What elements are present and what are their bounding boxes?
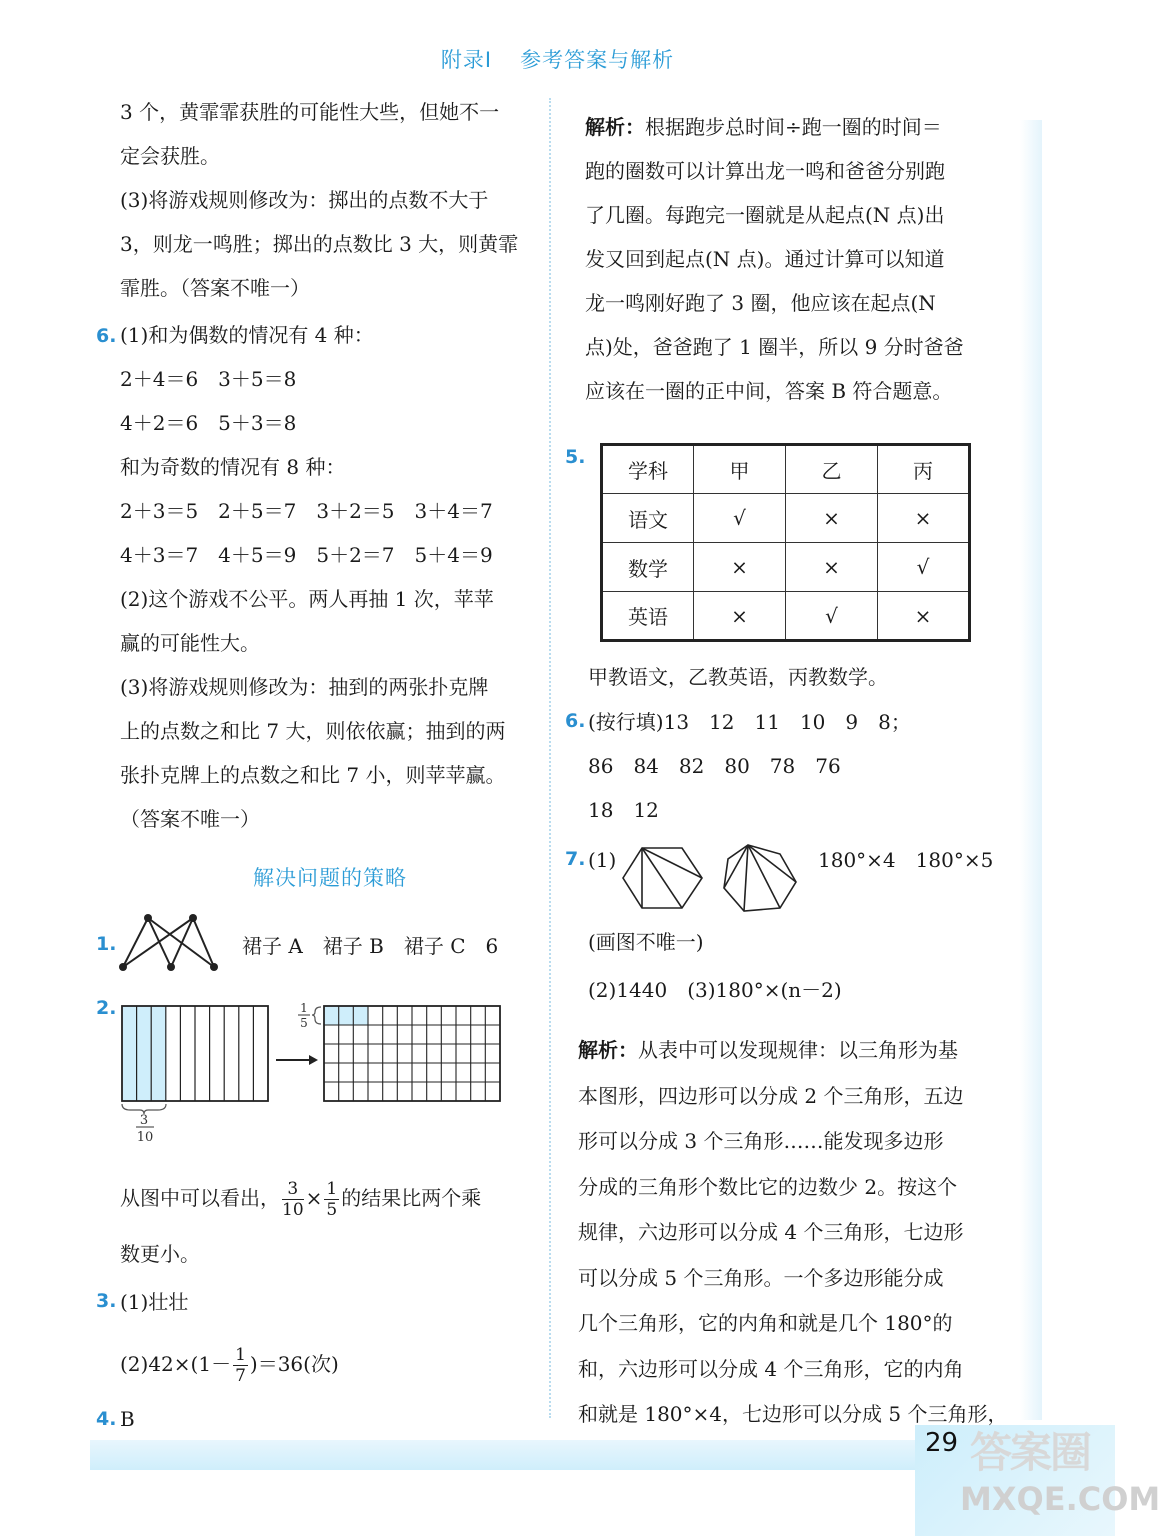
table-cell: 丙: [878, 445, 970, 494]
fraction-1-5: [324, 1179, 339, 1220]
fraction-den: 5: [326, 1200, 338, 1220]
matching-line-diagram: [118, 912, 223, 974]
text-line: (2)这个游戏不公平。两人再抽 1 次，苹苹: [120, 587, 494, 611]
table-cell: 数学: [602, 543, 694, 592]
table-cell: ×: [786, 494, 878, 543]
analysis-2: [578, 1028, 1007, 1438]
text-line: 了几圈。每跑完一圈就是从起点(N 点)出: [585, 203, 945, 227]
text-line: 18 12: [588, 798, 659, 822]
text-line: 可以分成 5 个三角形。一个多边形能分成: [578, 1265, 944, 1290]
question-number-6-right: 6.: [565, 710, 586, 732]
q7-answer-2: (2)1440 (3)180°×(n－2): [588, 978, 842, 1002]
bottom-decor-band: [90, 1440, 1020, 1470]
text-line: 3 个，黄霏霏获胜的可能性大些，但她不一: [120, 100, 500, 124]
text-line: 2＋4＝6 3＋5＝8: [120, 367, 297, 391]
table-cell: ×: [878, 494, 970, 543]
text-line: 4＋3＝7 4＋5＝9 5＋2＝7 5＋4＝9: [120, 543, 493, 567]
text-line: 和就是 180°×4，七边形可以分成 5 个三角形，: [578, 1402, 1008, 1426]
text-line: 几个三角形，它的内角和就是几个 180°的: [578, 1311, 953, 1335]
table-row: [602, 445, 970, 494]
question-number-5: 5.: [565, 446, 586, 468]
svg-text:10: 10: [136, 1130, 154, 1145]
q2-text-a: 从图中可以看出，: [120, 1186, 280, 1210]
table-cell: √: [694, 494, 786, 543]
text-line: （答案不唯一）: [120, 807, 260, 831]
table-cell: 乙: [786, 445, 878, 494]
q3-line2-b: )＝36(次): [249, 1352, 339, 1376]
table-cell: ×: [878, 592, 970, 641]
table-cell: ×: [694, 543, 786, 592]
q5-answer: 甲教语文，乙教英语，丙教数学。: [588, 665, 888, 689]
text-line: (1)和为偶数的情况有 4 种：: [120, 323, 374, 347]
text-line: 分成的三角形个数比它的边数少 2。按这个: [578, 1174, 958, 1199]
svg-text:5: 5: [300, 1016, 308, 1030]
text-line: 点)处，爸爸跑了 1 圈半，所以 9 分时爸爸: [585, 335, 964, 359]
page-number: 29: [925, 1428, 959, 1458]
table-cell: 英语: [602, 592, 694, 641]
q3-line2: [120, 1342, 339, 1386]
text-line: 4＋2＝6 5＋3＝8: [120, 411, 297, 435]
table-cell: 学科: [602, 445, 694, 494]
svg-text:3: 3: [139, 1113, 149, 1128]
text-line: 霏胜。（答案不唯一）: [120, 276, 310, 300]
text-line: 2＋3＝5 2＋5＝7 3＋2＝5 3＋4＝7: [120, 499, 493, 523]
watermark-url: MXQE.COM: [960, 1480, 1160, 1518]
right-decor-band: [1020, 120, 1042, 1420]
arrow: [276, 1055, 318, 1065]
table-cell: √: [786, 592, 878, 641]
question-number-3: 3.: [96, 1290, 117, 1312]
text-line: 本图形，四边形可以分成 2 个三角形，五边: [578, 1083, 964, 1108]
text-line: 龙一鸣刚好跑了 3 圈，他应该在起点(N: [585, 291, 936, 315]
svg-text:1: 1: [300, 1001, 308, 1015]
question-number-6: 6.: [96, 325, 117, 347]
fraction-3-10: [282, 1179, 304, 1220]
text-line: 规律，六边形可以分成 4 个三角形，七边形: [578, 1220, 964, 1244]
q3-line2-a: (2)42×(1－: [120, 1352, 232, 1376]
q3-line1: (1)壮壮: [120, 1290, 189, 1314]
question-number-7: 7.: [565, 848, 586, 870]
table-cell: 甲: [694, 445, 786, 494]
q2-answer: [120, 1176, 481, 1220]
table-row: [602, 543, 970, 592]
text-line: 上的点数之和比 7 大，则依依赢；抽到的两: [120, 719, 506, 743]
table-cell: √: [878, 543, 970, 592]
header-appendix: 附录Ⅰ: [440, 48, 493, 72]
table-cell: ×: [786, 543, 878, 592]
fraction-grid-diagram: [118, 998, 508, 1153]
analysis-label: 解析：: [578, 1038, 638, 1062]
text-line: 跑的圈数可以计算出龙一鸣和爸爸分别跑: [585, 159, 945, 183]
fraction-den: 7: [235, 1366, 246, 1386]
fraction-den: 10: [282, 1200, 304, 1220]
text-line: 张扑克牌上的点数之和比 7 小，则苹苹赢。: [120, 763, 506, 787]
table-row: [602, 592, 970, 641]
q2-text-c: 数更小。: [120, 1242, 200, 1266]
text-line: 和为奇数的情况有 8 种：: [120, 455, 346, 479]
text-line: 解析：根据跑步总时间÷跑一圈的时间＝: [585, 115, 942, 139]
analysis-1: [585, 105, 964, 413]
heptagon-diagram: [724, 845, 796, 911]
text-line: 定会获胜。: [120, 144, 220, 168]
text-line: 形可以分成 3 个三角形……能发现多边形: [578, 1129, 944, 1153]
text-line: 3，则龙一鸣胜；掷出的点数比 3 大，则黄霏: [120, 232, 519, 256]
question-number-2: 2.: [96, 997, 117, 1019]
subject-teacher-table: [600, 443, 971, 642]
watermark-logo: 答案圈: [970, 1428, 1091, 1477]
q7-answer-1: 180°×4 180°×5: [818, 848, 994, 872]
column-divider: [549, 98, 551, 1418]
q6-right-block: [588, 700, 911, 832]
section-title: 解决问题的策略: [253, 866, 407, 890]
text-line: 和，六边形可以分成 4 个三角形，它的内角: [578, 1356, 964, 1381]
text-line: 赢的可能性大。: [120, 631, 260, 655]
q7-note: (画图不唯一): [588, 930, 704, 954]
text-line: (3)将游戏规则修改为：掷出的点数不大于: [120, 188, 489, 212]
fraction-num: 1: [235, 1345, 246, 1365]
fraction-num: 1: [326, 1179, 338, 1199]
header-title: 参考答案与解析: [520, 48, 675, 72]
fraction-1-7: [233, 1345, 248, 1386]
question-number-4: 4.: [96, 1408, 117, 1430]
fraction-num: 3: [282, 1179, 304, 1200]
table-cell: 语文: [602, 494, 694, 543]
q4-answer: B: [120, 1407, 135, 1431]
left-top-block: [120, 90, 518, 310]
table-row: [602, 494, 970, 543]
table-cell: ×: [694, 592, 786, 641]
q1-answer: 裙子 A 裙子 B 裙子 C 6: [242, 934, 499, 958]
times-sign: ×: [305, 1186, 323, 1210]
text-line: (3)将游戏规则修改为：抽到的两张扑克牌: [120, 675, 489, 699]
q2-text-b: 的结果比两个乘: [341, 1186, 482, 1210]
left-q6-block: [120, 313, 505, 841]
text-line: (按行填)13 12 11 10 9 8；: [588, 710, 911, 734]
left-strip-grid: [122, 1006, 268, 1145]
right-square-grid: [298, 1001, 500, 1101]
analysis-label: 解析：: [585, 115, 645, 139]
text-line: 发又回到起点(N 点)。通过计算可以知道: [585, 247, 945, 271]
question-number-1: 1.: [96, 933, 117, 955]
text-line: 86 84 82 80 78 76: [588, 754, 841, 778]
polygon-diagrams: [620, 842, 800, 914]
text-line: 解析：从表中可以发现规律：以三角形为基: [578, 1038, 958, 1062]
text-line: 应该在一圈的正中间，答案 B 符合题意。: [585, 379, 953, 403]
hexagon-diagram: [623, 848, 702, 908]
q7-label-1: (1): [588, 848, 617, 872]
page-header: [0, 44, 1115, 74]
